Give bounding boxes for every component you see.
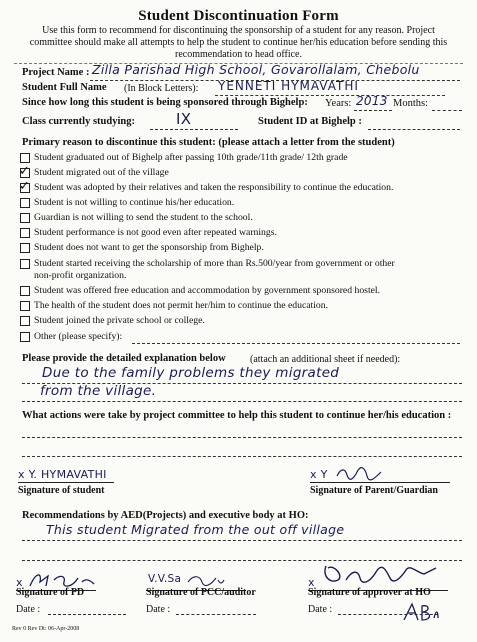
student-id-label: Student ID at Bighelp : xyxy=(258,116,362,127)
student-signature-caption: Signature of student xyxy=(18,485,105,496)
parent-signature[interactable]: x Y xyxy=(310,468,328,481)
pcc-date-line xyxy=(176,614,256,615)
approver-initials xyxy=(400,600,440,624)
reason-checkbox[interactable] xyxy=(20,259,30,269)
reason-item: Student was offered free education and accommodation by government sponsored hostel. xyxy=(34,285,381,296)
approver-signature-caption: Signature of approver at HO xyxy=(308,587,431,598)
years-label: Years: xyxy=(325,98,352,109)
actions-rule xyxy=(22,437,462,438)
reason-item: Student performance is not good even after repeated warnings. xyxy=(34,227,277,238)
recommendations-rule xyxy=(22,540,462,541)
parent-signature-caption: Signature of Parent/Guardian xyxy=(310,485,438,496)
explanation-line-1[interactable]: Due to the family problems they migrated xyxy=(42,365,340,381)
approver-date-label: Date : xyxy=(308,604,333,615)
explanation-label: Please provide the detailed explanation below xyxy=(22,353,226,364)
actions-rule xyxy=(22,456,462,457)
pd-date-line xyxy=(48,614,126,615)
reason-checkbox[interactable] xyxy=(20,332,30,342)
student-name-hint: (In Block Letters): xyxy=(124,83,199,94)
reason-checkbox[interactable] xyxy=(20,316,30,326)
recommendations-label: Recommendations by AED(Projects) and executive body at HO: xyxy=(22,510,309,521)
pd-signature-caption: Signature of PD xyxy=(16,587,85,598)
class-line xyxy=(150,129,238,130)
approver-mark: x xyxy=(308,576,315,589)
reason-checkbox[interactable] xyxy=(20,243,30,253)
years-line xyxy=(354,110,392,111)
reason-item-continued: non-profit organization. xyxy=(34,270,127,281)
sponsor-duration-label: Since how long this student is being sponsored through Bighelp: xyxy=(22,97,308,108)
revision-note: Rev 0 Rev Dt: 06-Apr-2008 xyxy=(12,626,80,632)
reason-item: Student migrated out of the village xyxy=(34,167,169,178)
pcc-signature-scribble xyxy=(186,572,226,588)
reason-item: Student graduated out of Bighelp after passing 10th grade/11th grade/ 12th grade xyxy=(34,152,348,163)
reason-checkbox[interactable] xyxy=(20,286,30,296)
other-specify-line xyxy=(132,343,460,344)
reason-item: Other (please specify): xyxy=(34,331,123,342)
reason-item: Student does not want to get the sponsorship from Bighelp. xyxy=(34,242,264,253)
reason-item: Student was adopted by their relatives and taken the responsibility to continue the education. xyxy=(34,182,394,193)
explanation-rule xyxy=(22,401,462,402)
reason-item: Student is not willing to continue his/her education. xyxy=(34,197,235,208)
parent-signature-line xyxy=(310,482,450,483)
pd-mark: x xyxy=(16,576,23,589)
student-signature[interactable]: x Y. HYMAVATHI xyxy=(18,468,107,481)
explanation-hint: (attach an additional sheet if needed): xyxy=(250,354,401,365)
check-mark-icon: ✓ xyxy=(19,178,30,193)
pd-date-label: Date : xyxy=(16,604,41,615)
project-name-value[interactable]: Zilla Parishad High School, Govarollalam, Chebolu xyxy=(92,62,420,77)
reason-item: The health of the student does not permit her/him to continue the education. xyxy=(34,300,329,311)
class-value[interactable]: IX xyxy=(176,110,192,128)
class-label: Class currently studying: xyxy=(22,116,135,127)
student-name-label: Student Full Name xyxy=(22,82,107,93)
student-id-line xyxy=(368,129,460,130)
years-value[interactable]: 2013 xyxy=(356,94,388,108)
pcc-signature[interactable]: V.V.Sa xyxy=(148,573,182,585)
months-label: Months: xyxy=(393,98,429,109)
actions-label: What actions were take by project committee to help this student to continue her/his education : xyxy=(22,410,452,421)
explanation-line-2[interactable]: from the village. xyxy=(40,383,157,399)
reason-checkbox[interactable] xyxy=(20,213,30,223)
reason-checkbox[interactable] xyxy=(20,198,30,208)
recommendations-value[interactable]: This student Migrated from the out off village xyxy=(46,522,345,537)
reason-item: Student joined the private school or college. xyxy=(34,315,205,326)
pcc-signature-caption: Signature of PCC/auditor xyxy=(146,587,256,598)
check-mark-icon: ✓ xyxy=(19,163,30,178)
project-name-label: Project Name : xyxy=(22,67,90,78)
parent-signature-scribble xyxy=(335,466,385,482)
reasons-heading: Primary reason to discontinue this student: (please attach a letter from the student) xyxy=(22,137,395,148)
form-intro: Use this form to recommend for discontinuing the sponsorship of a student for any reason. Project committee should make all attempts to help the student to continue her/his education before sending this recommendation to head office. xyxy=(29,25,448,60)
pcc-date-label: Date : xyxy=(146,604,171,615)
reason-checkbox[interactable] xyxy=(20,301,30,311)
student-name-value[interactable]: YENNETI HYMAVATHI xyxy=(218,79,359,93)
reason-item: Student started receiving the scholarship of more than Rs.500/year from government or other xyxy=(34,258,395,269)
reason-checkbox[interactable] xyxy=(20,228,30,238)
approver-signature[interactable] xyxy=(320,560,440,590)
student-signature-line xyxy=(18,482,114,483)
reason-checkbox[interactable] xyxy=(20,153,30,163)
reason-item: Guardian is not willing to send the student to the school. xyxy=(34,212,253,223)
months-line xyxy=(432,110,462,111)
form-title: Student Discontinuation Form xyxy=(138,8,339,24)
student-name-line xyxy=(215,95,445,96)
